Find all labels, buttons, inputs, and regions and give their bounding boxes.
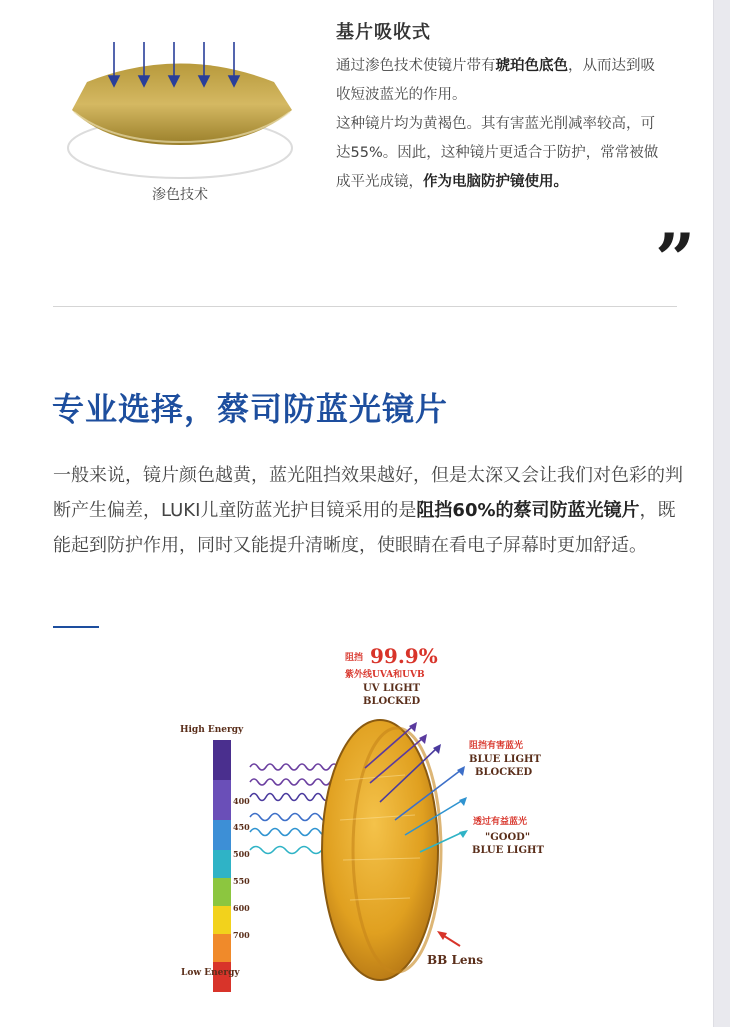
spectrum-orange (213, 934, 231, 962)
spectrum-indigo (213, 780, 231, 820)
spectrum-blue (213, 820, 231, 850)
body-highlight: 阻挡60%的蔡司防蓝光镜片 (416, 500, 640, 521)
desc-1-text-a: 通过渗色技术使镜片带有 (336, 58, 496, 74)
wavelength-500: 500 (233, 849, 250, 859)
uv-en-label-2: BLOCKED (363, 696, 421, 707)
wavelength-600: 600 (233, 903, 250, 913)
body-text-b: ，既能起到防护作用，同时又能提升清晰度，使眼睛在看电子屏幕时更加舒适。 (53, 500, 676, 556)
accent-line (53, 626, 99, 628)
blue-cn-label: 阻挡有害蓝光 (469, 741, 524, 751)
desc-paragraph-2 (336, 110, 666, 197)
spectrum-cyan (213, 850, 231, 878)
section-description (336, 52, 666, 197)
section-title: 基片吸收式 (336, 22, 431, 43)
good-en-label-1: "GOOD" (485, 832, 531, 843)
body-paragraph (53, 458, 683, 563)
uv-en-label-1: UV LIGHT (363, 683, 421, 694)
bb-lens-label: BB Lens (427, 953, 484, 967)
wavelength-400: 400 (233, 796, 250, 806)
blue-light-diagram (165, 630, 585, 1010)
high-energy-label: High Energy (180, 725, 244, 735)
desc-1-text-b: ，从而达到吸收短波蓝光的作用。 (336, 58, 655, 103)
desc-2-highlight: 作为电脑防护镜使用。 (423, 174, 568, 190)
main-heading: 专业选择，蔡司防蓝光镜片 (52, 390, 449, 428)
uv-wave-1 (250, 764, 338, 770)
tinted-lens-illustration (62, 30, 312, 190)
bb-lens-shape (322, 720, 438, 980)
good-en-label-2: BLUE LIGHT (472, 845, 544, 856)
section-divider (53, 306, 677, 307)
blue-en-label-1: BLUE LIGHT (469, 754, 541, 765)
spectrum-yellow (213, 906, 231, 934)
spectrum-green (213, 878, 231, 906)
uv-block-prefix: 阻挡 (345, 653, 364, 663)
spectrum-violet (213, 740, 231, 780)
page-edge-strip (713, 0, 730, 1027)
lens-caption: 渗色技术 (152, 187, 208, 203)
uv-percent-label: 99.9% (370, 644, 438, 668)
uv-wave-2 (250, 779, 338, 785)
quote-mark-icon: ” (655, 218, 690, 301)
desc-2-text-a: 这种镜片均为黄褐色。其有害蓝光削减率较高，可达55%。因此，这种镜片更适合于防护，常常被做成平光成镜， (336, 116, 659, 190)
uv-cn-label: 紫外线UVA和UVB (345, 670, 425, 680)
desc-paragraph-1 (336, 52, 666, 110)
uv-wave-3 (250, 794, 338, 801)
wavelength-700: 700 (233, 930, 250, 940)
desc-1-highlight: 琥珀色底色 (495, 58, 568, 74)
wavelength-450: 450 (233, 822, 250, 832)
wavelength-550: 550 (233, 876, 250, 886)
body-text-a: 一般来说，镜片颜色越黄，蓝光阻挡效果越好，但是太深又会让我们对色彩的判断产生偏差，LUKI儿童防蓝光护目镜采用的是 (53, 465, 683, 521)
blue-en-label-2: BLOCKED (475, 767, 533, 778)
low-energy-label: Low Energy (181, 968, 240, 978)
good-cn-label: 透过有益蓝光 (473, 817, 528, 827)
